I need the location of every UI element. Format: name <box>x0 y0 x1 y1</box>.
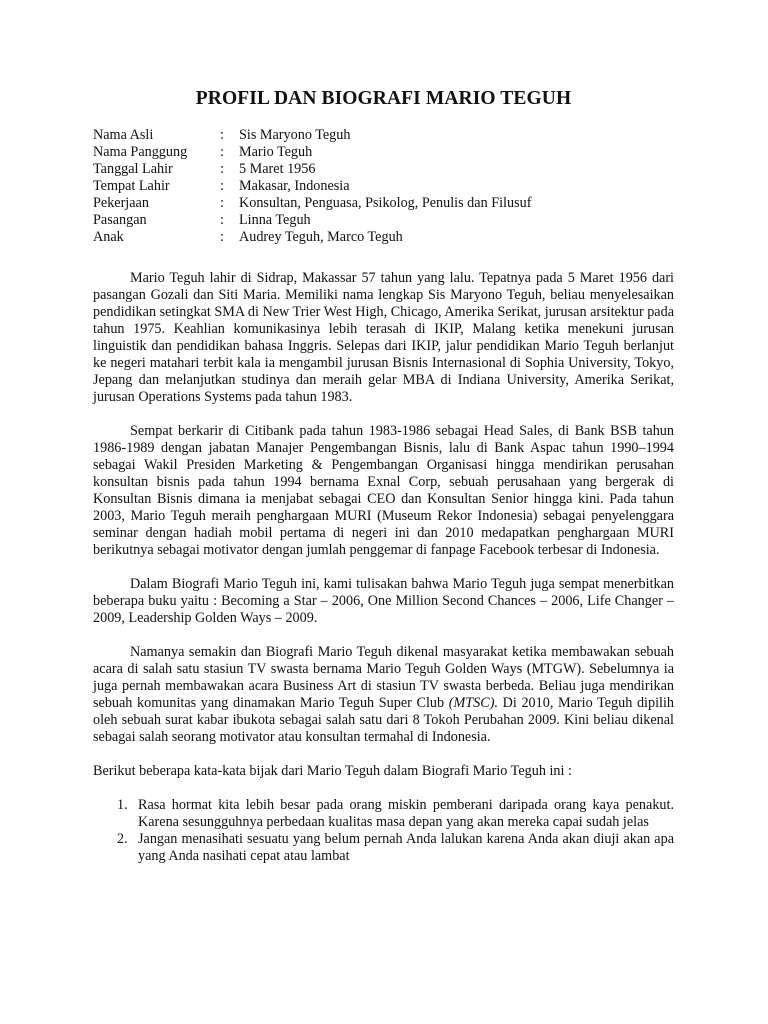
bio-colon: : <box>220 229 224 245</box>
bio-table <box>93 127 674 246</box>
bio-value: Konsultan, Penguasa, Psikolog, Penulis dan Filusuf <box>239 195 532 211</box>
list-number: 1. <box>117 797 128 813</box>
list-item-text: Jangan menasihati sesuatu yang belum pernah Anda lalukan karena Anda akan diuji akan apa yang Anda nasihati cepat atau lambat <box>138 831 674 864</box>
bio-row <box>93 178 674 195</box>
bio-value: Makasar, Indonesia <box>239 178 350 194</box>
paragraph-tv-show-italic: (MTSC). <box>448 695 499 711</box>
bio-label: Nama Asli <box>93 127 154 143</box>
paragraph-tv-show-text-end: Di 2010, Mario Teguh dipilih oleh sebuah surat kabar ibukota sebagai salah satu dari 8 Tokoh Perubahan 2009. Kini beliau dikenal sebagai salah seorang motivator atau konsultan termahal di Indonesia. <box>93 695 674 745</box>
quotes-intro: Berikut beberapa kata-kata bijak dari Mario Teguh dalam Biografi Mario Teguh ini : <box>93 763 572 779</box>
paragraph-tv-show <box>93 644 674 746</box>
bio-colon: : <box>220 212 224 228</box>
list-number: 2. <box>117 831 128 847</box>
paragraph-tv-show-text: Namanya semakin dan Biografi Mario Teguh dikenal masyarakat ketika membawakan sebuah acara di salah satu stasiun TV swasta bernama Mario Teguh Golden Ways (MTGW). Sebelumnya ia juga pernah membawakan acara Business Art di stasiun TV swasta berbeda. Beliau juga mendirikan sebuah komunitas yang dinamakan Mario Teguh Super Club <box>93 644 674 711</box>
bio-colon: : <box>220 127 224 143</box>
paragraph-career: Sempat berkarir di Citibank pada tahun 1983-1986 sebagai Head Sales, di Bank BSB tahun 1986-1989 dengan jabatan Manajer Pengembangan Bisnis, lalu di Bank Aspac tahun 1990–1994 sebagai Wakil Presiden Marketing & Pengembangan Organisasi hingga mendirikan perusahan konsultan bisnis pada tahun 1994 bernama Exnal Corp, sebuah perusahaan yang bergerak di Konsultan Bisnis dimana ia menjabat sebagai CEO dan Konsultan Senior hingga kini. Pada tahun 2003, Mario Teguh meraih penghargaan MURI (Museum Rekor Indonesia) sebagai penyelenggara seminar dengan hadiah mobil pertama di negeri ini dan 2010 medapatkan penghargaan MURI berikutnya sebagai motivator dengan jumlah penggemar di fanpage Facebook terbesar di Indonesia. <box>93 423 674 558</box>
bio-row <box>93 212 674 229</box>
bio-colon: : <box>220 161 224 177</box>
list-item <box>93 797 674 831</box>
paragraph-books: Dalam Biografi Mario Teguh ini, kami tulisakan bahwa Mario Teguh juga sempat menerbitkan beberapa buku yaitu : Becoming a Star – 2006, One Million Second Chances – 2006, Life Changer – 2009, Leadership Golden Ways – 2009. <box>93 576 674 626</box>
bio-colon: : <box>220 195 224 211</box>
bio-label: Anak <box>93 229 124 245</box>
page-title: PROFIL DAN BIOGRAFI MARIO TEGUH <box>195 88 572 109</box>
list-item <box>93 831 674 865</box>
bio-label: Tanggal Lahir <box>93 161 173 177</box>
bio-row <box>93 161 674 178</box>
bio-row <box>93 195 674 212</box>
paragraph-early-life: Mario Teguh lahir di Sidrap, Makassar 57 tahun yang lalu. Tepatnya pada 5 Maret 1956 dari pasangan Gozali dan Siti Maria. Memiliki nama lengkap Sis Maryono Teguh, beliau menyelesaikan pendidikan setingkat SMA di New Trier West High, Chicago, Amerika Serikat, jurusan arsitektur pada tahun 1975. Keahlian komunikasinya lebih terasah di IKIP, Malang ketika menekuni jurusan linguistik dan pendidikan bahasa Inggris. Selepas dari IKIP, jalur pendidikan Mario Teguh berlanjut ke negeri matahari terbit kala ia mengambil jurusan Bisnis Internasional di Sophia University, Tokyo, Jepang dan melanjutkan studinya dan meraih gelar MBA di Indiana University, Amerika Serikat, jurusan Operations Systems pada tahun 1983. <box>93 270 674 405</box>
bio-value: 5 Maret 1956 <box>239 161 316 177</box>
bio-label: Tempat Lahir <box>93 178 170 194</box>
bio-label: Pasangan <box>93 212 147 228</box>
list-item-text: Rasa hormat kita lebih besar pada orang miskin pemberani daripada orang kaya penakut. Karena sesungguhnya perbedaan kualitas masa depan yang akan mereka capai sudah jelas <box>138 797 674 830</box>
bio-label: Nama Panggung <box>93 144 188 160</box>
bio-value: Sis Maryono Teguh <box>239 127 351 143</box>
quotes-list <box>93 797 674 865</box>
bio-value: Mario Teguh <box>239 144 313 160</box>
bio-colon: : <box>220 144 224 160</box>
bio-value: Audrey Teguh, Marco Teguh <box>239 229 403 245</box>
bio-row <box>93 144 674 161</box>
bio-colon: : <box>220 178 224 194</box>
bio-value: Linna Teguh <box>239 212 311 228</box>
bio-row <box>93 229 674 246</box>
bio-label: Pekerjaan <box>93 195 149 211</box>
bio-row <box>93 127 674 144</box>
